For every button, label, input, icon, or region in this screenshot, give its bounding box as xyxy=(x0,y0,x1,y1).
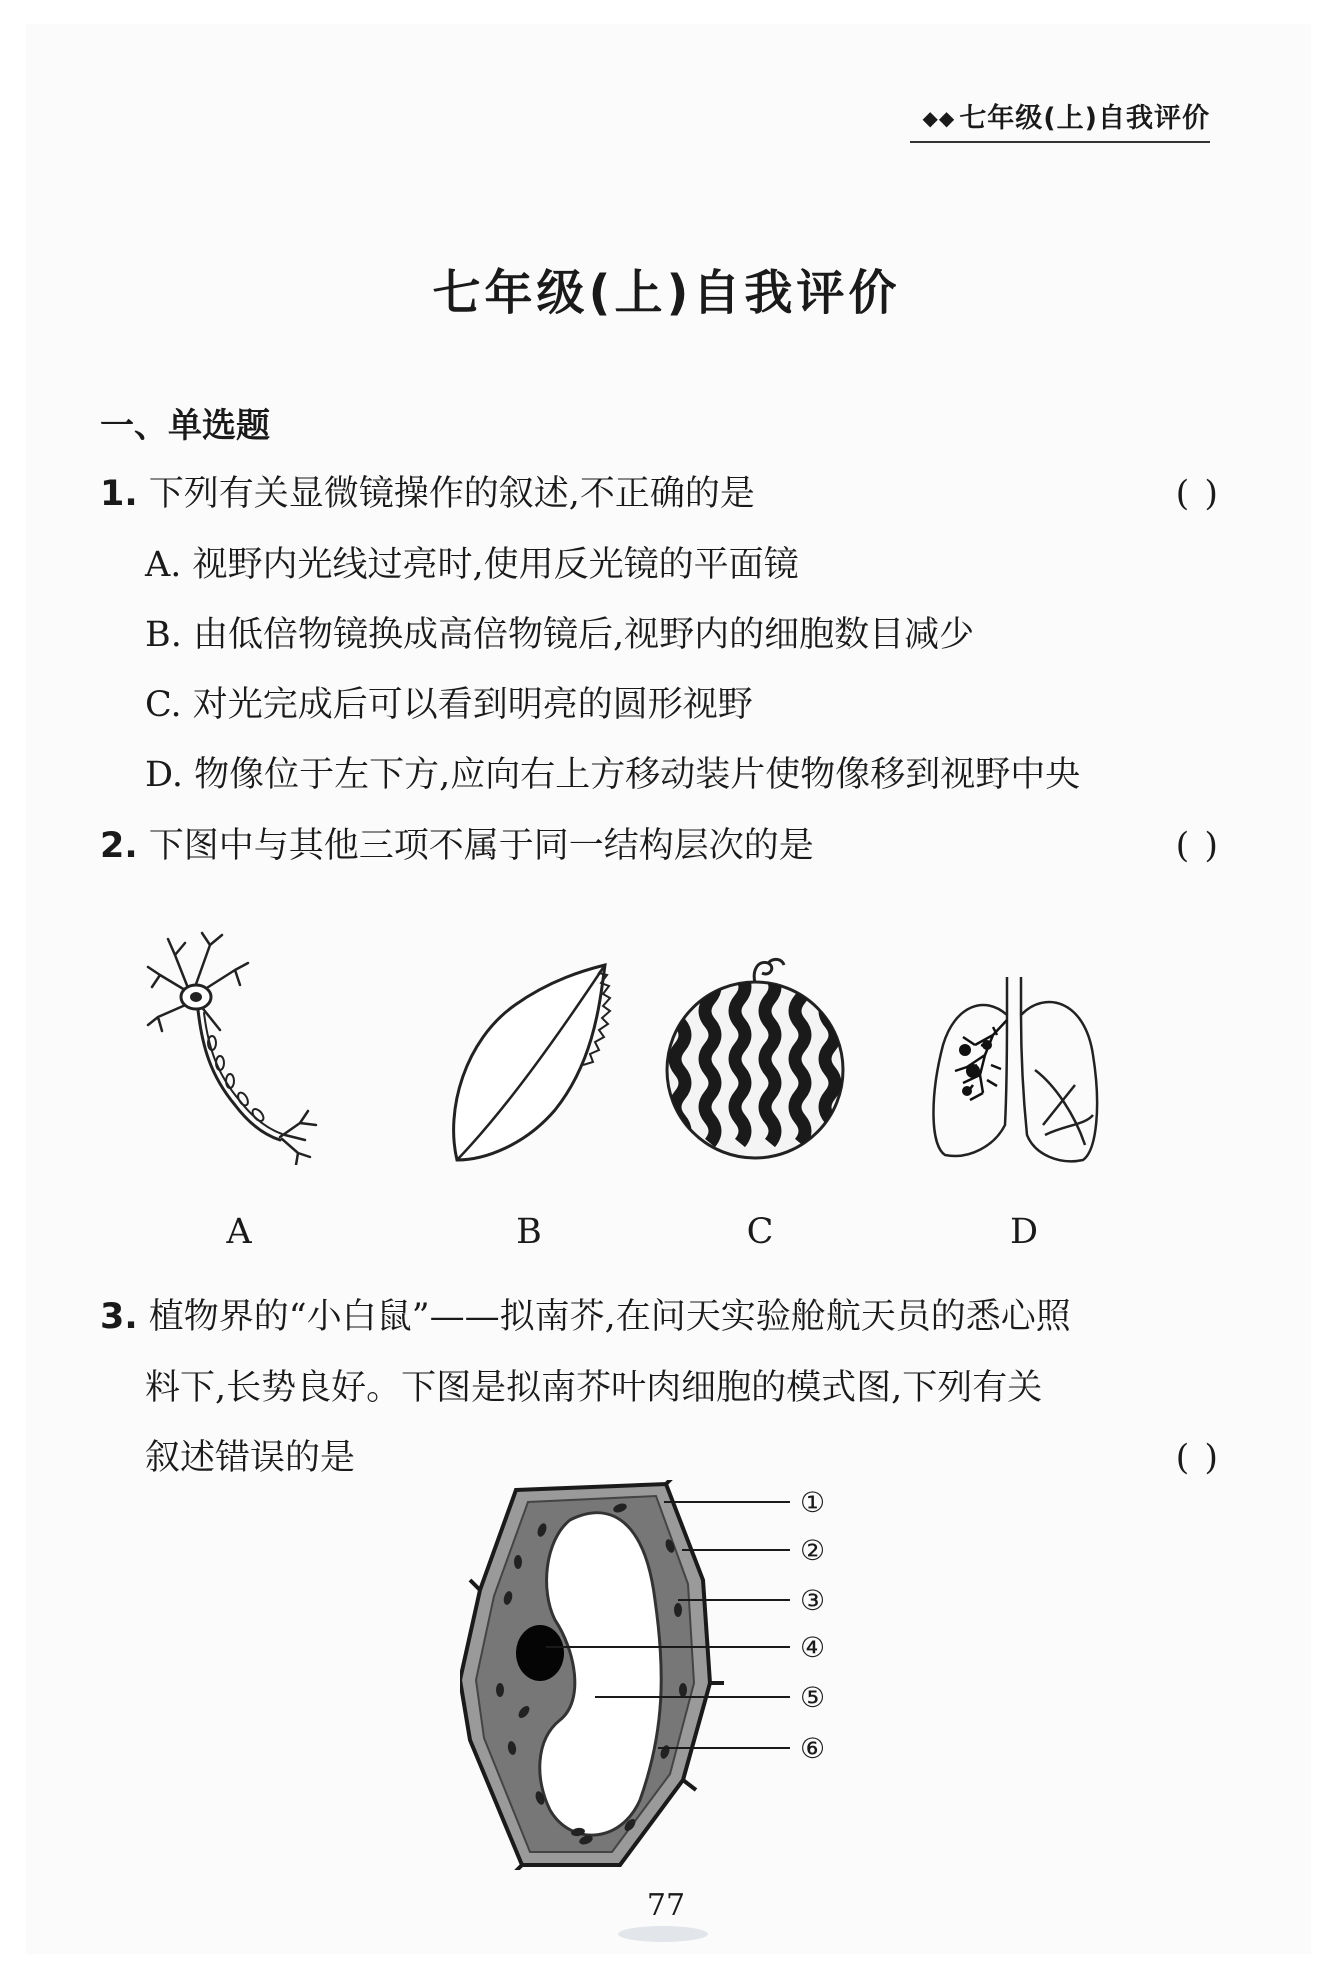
leaf-icon xyxy=(445,960,615,1170)
figure-label-a: A xyxy=(226,1212,252,1252)
question-number: 1. xyxy=(100,474,138,514)
lung-icon xyxy=(925,975,1105,1175)
figure-label-d: D xyxy=(1009,1212,1039,1252)
watermelon-icon xyxy=(660,945,850,1175)
cell-label-5: ⑤ xyxy=(800,1681,826,1714)
question-number: 2. xyxy=(100,826,138,866)
option-b: B. 由低倍物镜换成高倍物镜后,视野内的细胞数目减少 xyxy=(145,615,975,655)
question-text: 下列有关显微镜操作的叙述,不正确的是 xyxy=(148,474,755,514)
running-header-title: 七年级(上)自我评价 xyxy=(959,103,1210,134)
question-1 xyxy=(100,470,1220,518)
question-text-line-2: 料下,长势良好。下图是拟南芥叶肉细胞的模式图,下列有关 xyxy=(145,1368,1043,1408)
running-header-rule xyxy=(910,141,1210,143)
page-number: 77 xyxy=(646,1888,686,1923)
question-text-line-1: 植物界的“小白鼠”——拟南芥,在问天实验舱航天员的悉心照 xyxy=(148,1297,1071,1337)
answer-blank[interactable]: ( ) xyxy=(1175,826,1220,866)
question-2 xyxy=(100,822,1220,870)
option-c: C. 对光完成后可以看到明亮的圆形视野 xyxy=(145,685,753,725)
cell-label-3: ③ xyxy=(800,1584,826,1617)
option-d: D. 物像位于左下方,应向右上方移动装片使物像移到视野中央 xyxy=(145,755,1081,795)
figure-label-c: C xyxy=(746,1212,774,1252)
cell-label-1: ① xyxy=(800,1486,826,1519)
page-number-decoration xyxy=(618,1926,708,1942)
question-3 xyxy=(100,1293,1220,1341)
option-a: A. 视野内光线过亮时,使用反光镜的平面镜 xyxy=(145,545,799,585)
cell-label-2: ② xyxy=(800,1534,826,1567)
page-title: 七年级(上)自我评价 xyxy=(432,265,901,321)
question-text: 下图中与其他三项不属于同一结构层次的是 xyxy=(148,826,814,866)
neuron-icon xyxy=(140,925,340,1165)
cell-label-4: ④ xyxy=(800,1631,826,1664)
answer-blank[interactable]: ( ) xyxy=(1175,474,1220,514)
running-header xyxy=(910,96,1210,143)
diamond-marker-icon: ◆◆ xyxy=(922,106,956,130)
section-title: 一、单选题 xyxy=(100,406,270,446)
figure-label-b: B xyxy=(516,1212,542,1252)
cell-label-6: ⑥ xyxy=(800,1732,826,1765)
answer-blank[interactable]: ( ) xyxy=(1175,1438,1220,1478)
question-number: 3. xyxy=(100,1297,138,1337)
plant-cell-diagram xyxy=(460,1480,860,1870)
question-text-line-3: 叙述错误的是 xyxy=(145,1438,356,1478)
